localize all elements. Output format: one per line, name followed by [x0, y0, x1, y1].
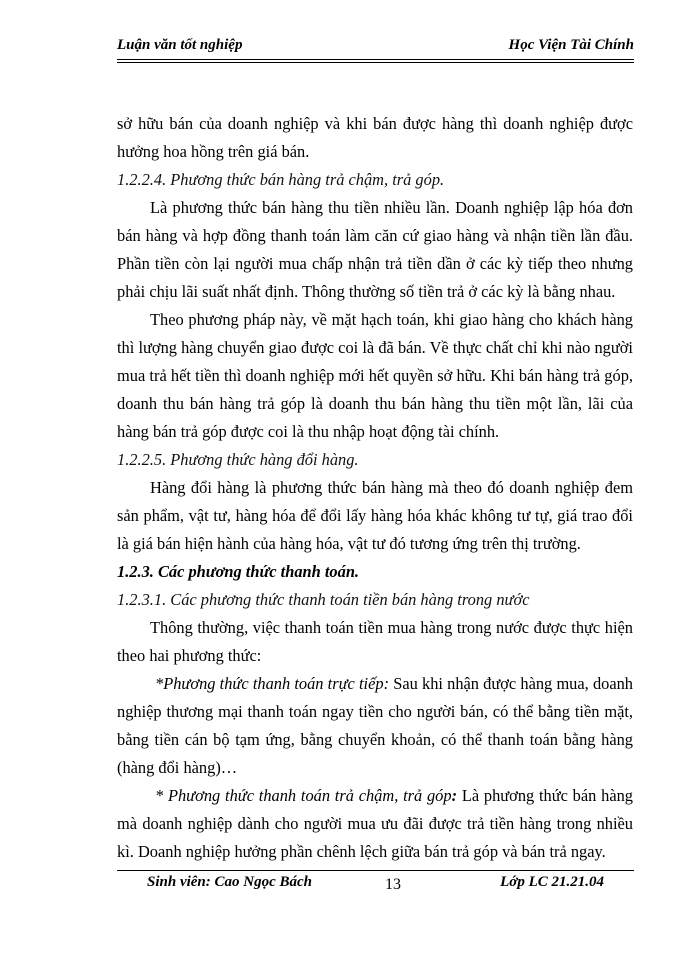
footer-student: Sinh viên: Cao Ngọc Bách [147, 874, 313, 890]
heading-1-2-3: 1.2.3. Các phương thức thanh toán. [117, 562, 360, 581]
page-number: 13 [385, 876, 401, 893]
page-body [117, 110, 633, 866]
deferred-payment-colon: : [451, 786, 458, 805]
paragraph-payment-intro: Thông thường, việc thanh toán tiền mua hàng trong nước được thực hiện theo hai phương thức: [117, 618, 633, 665]
deferred-payment-lead: * Phương thức thanh toán trả chậm, trả góp [155, 786, 452, 805]
paragraph-installment-definition: Là phương thức bán hàng thu tiền nhiều lần. Doanh nghiệp lập hóa đơn bán hàng và hợp đồng thanh toán làm căn cứ giao hàng và nhận tiền lần đầu. Phần tiền còn lại người mua chấp nhận trả tiền dần ở các kỳ tiếp theo nhưng phải chịu lãi suất nhất định. Thông thường số tiền trả ở các kỳ là bằng nhau. [117, 198, 633, 301]
footer-class: Lớp LC 21.21.04 [500, 874, 604, 890]
direct-payment-text: Sau khi nhận được hàng mua, doanh nghiệp thương mại thanh toán ngay tiền cho người bán, có thể bằng tiền mặt, bằng tiền cán bộ tạm ứng, bằng chuyển khoản, có thể thanh toán bằng hàng (hàng đổi hàng)… [117, 674, 633, 777]
paragraph-installment-accounting: Theo phương pháp này, về mặt hạch toán, khi giao hàng cho khách hàng thì lượng hàng chuyển giao được coi là đã bán. Về thực chất chỉ khi nào người mua trả hết tiền thì doanh nghiệp mới hết quyền sở hữu. Khi bán hàng trả góp, doanh thu bán hàng trả góp là doanh thu bán hàng thu tiền một lần, lãi của hàng bán trả góp được coi là thu nhập hoạt động tài chính. [117, 310, 633, 441]
page-footer [117, 870, 634, 910]
direct-payment-lead: *Phương thức thanh toán trực tiếp: [155, 674, 390, 693]
header-institution: Học Viện Tài Chính [508, 37, 634, 53]
header-rule-thin [117, 62, 634, 63]
header-thesis-label: Luận văn tốt nghiệp [117, 37, 243, 53]
heading-1-2-3-1: 1.2.3.1. Các phương thức thanh toán tiền bán hàng trong nước [117, 590, 530, 609]
footer-rule [117, 870, 634, 871]
paragraph-direct-payment [117, 670, 633, 782]
paragraph-continuation: sở hữu bán của doanh nghiệp và khi bán được hàng thì doanh nghiệp được hưởng hoa hồng trên giá bán. [117, 114, 633, 161]
heading-1-2-2-4: 1.2.2.4. Phương thức bán hàng trả chậm, trả góp. [117, 170, 445, 189]
page-header [117, 37, 634, 67]
deferred-payment-text: Là phương thức bán hàng mà doanh nghiệp dành cho người mua ưu đãi được trả tiền hàng trong nhiều kì. Doanh nghiệp hưởng phần chênh lệch giữa bán trả góp và bán trả ngay. [117, 786, 633, 861]
paragraph-barter: Hàng đổi hàng là phương thức bán hàng mà theo đó doanh nghiệp đem sản phẩm, vật tư, hàng hóa để đổi lấy hàng hóa khác không tư tự, giá trao đổi là giá bán hiện hành của hàng hóa, vật tư đó tương ứng trên thị trường. [117, 478, 633, 553]
header-rule-thick [117, 59, 634, 60]
heading-1-2-2-5: 1.2.2.5. Phương thức hàng đổi hàng. [117, 450, 359, 469]
paragraph-deferred-payment [117, 782, 633, 866]
